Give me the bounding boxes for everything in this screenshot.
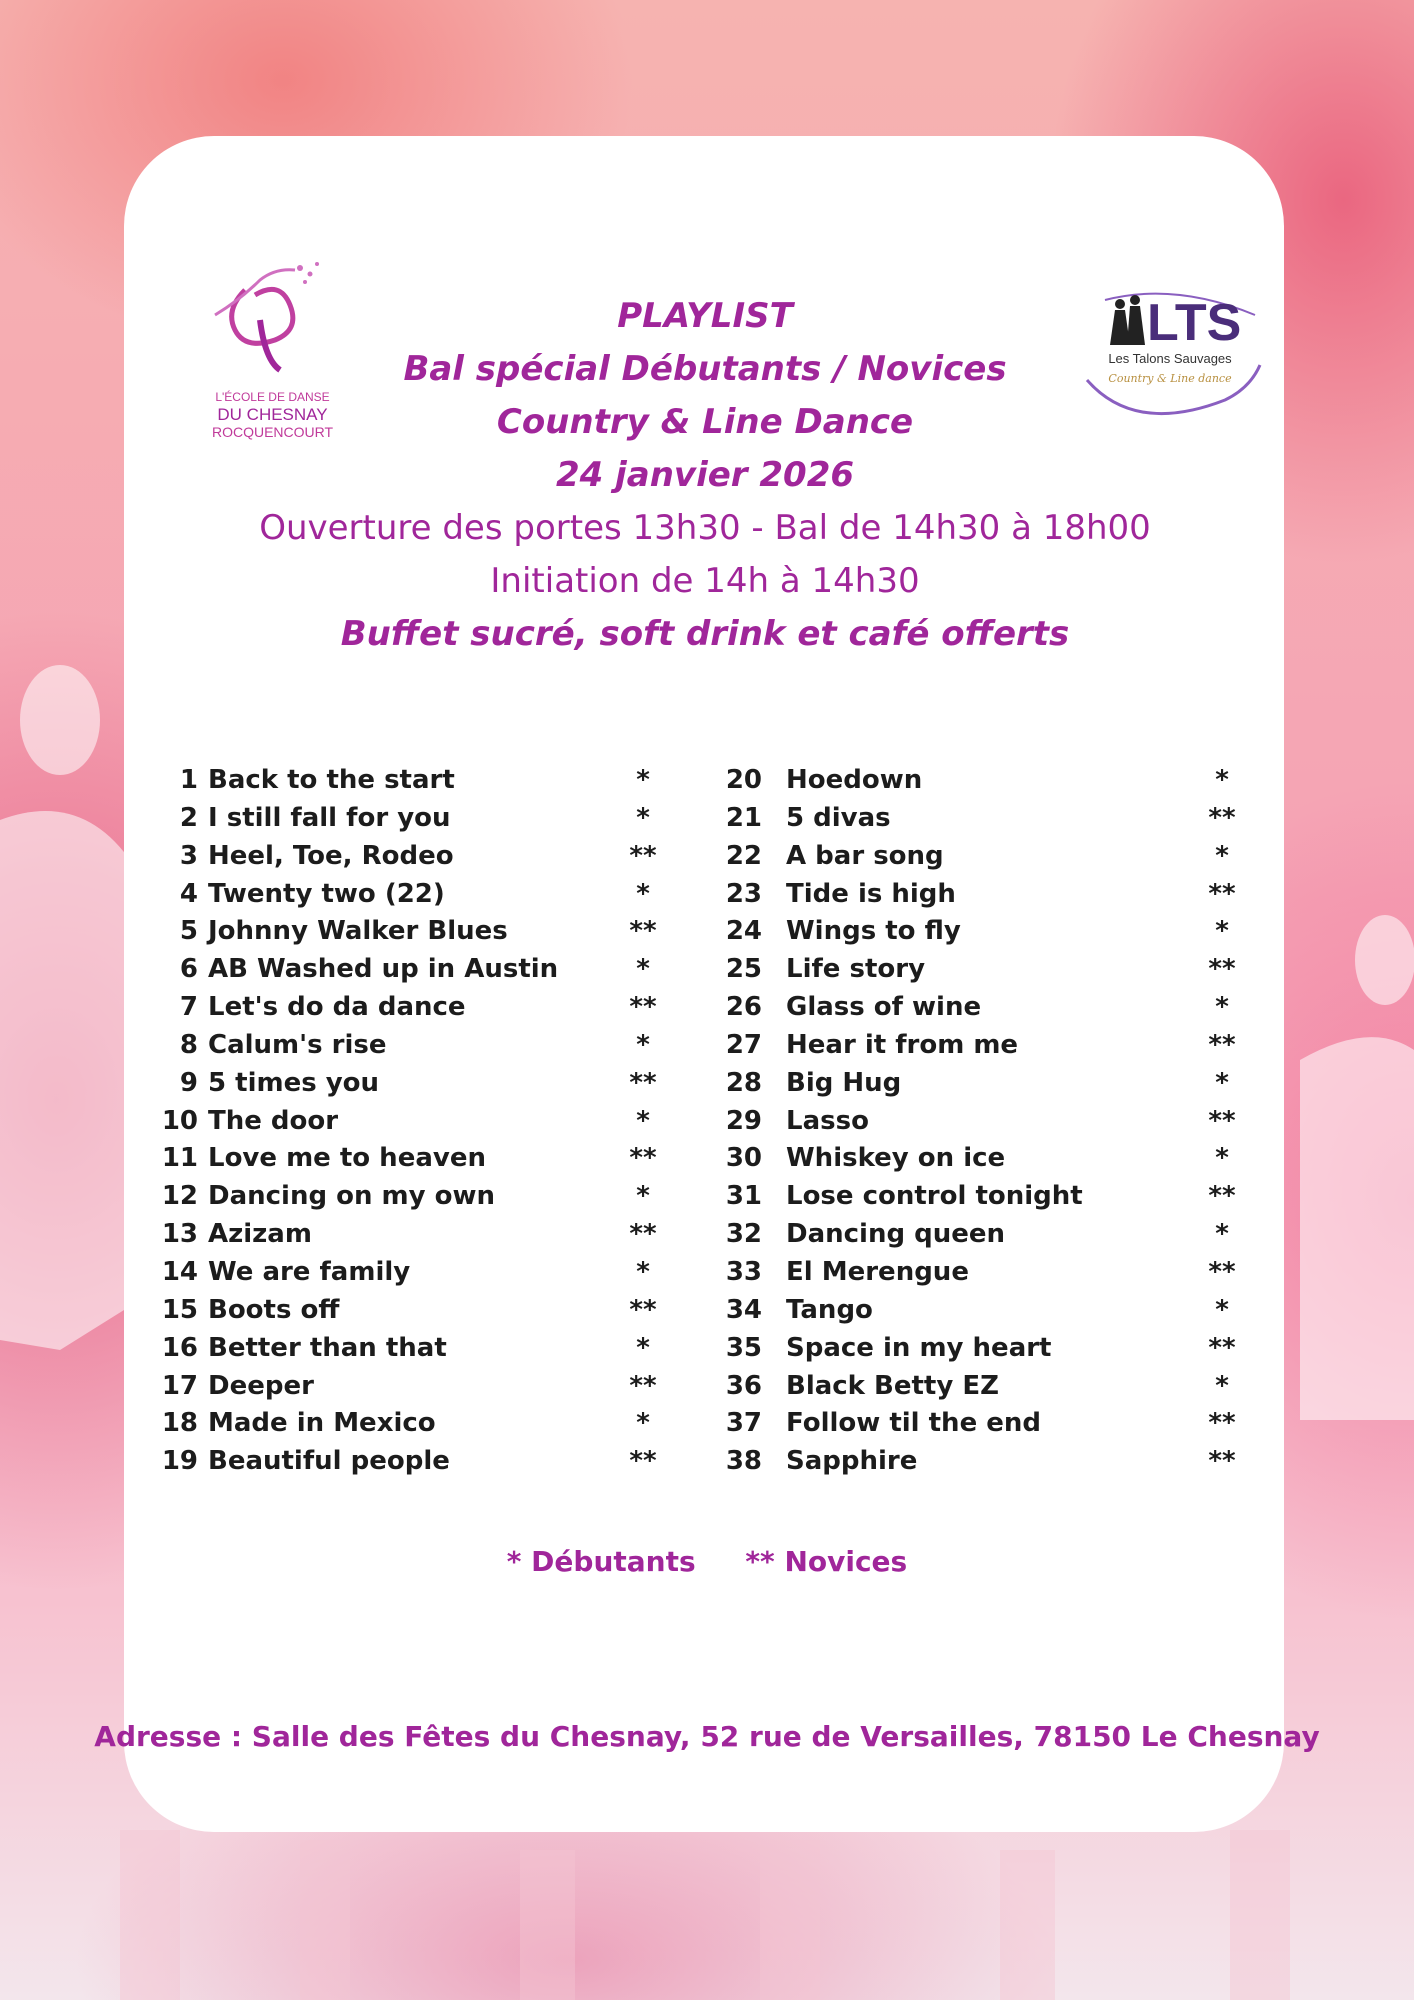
track-level: * — [636, 878, 650, 909]
track-title: Let's do da dance — [208, 992, 466, 1023]
track-title: Tide is high — [786, 878, 956, 909]
track-number: 22 — [725, 840, 762, 871]
track-level: * — [636, 1332, 650, 1363]
playlist-row — [160, 1368, 670, 1406]
track-level: ** — [629, 1370, 657, 1401]
track-title: Tango — [786, 1294, 873, 1325]
track-level: * — [1215, 1143, 1229, 1174]
lts-name: Les Talons Sauvages — [1108, 351, 1232, 366]
playlist-row — [160, 1140, 670, 1178]
playlist-row — [720, 1027, 1240, 1065]
track-level: ** — [1208, 1181, 1236, 1212]
track-number: 15 — [161, 1294, 198, 1325]
track-number: 31 — [725, 1181, 762, 1212]
track-title: Whiskey on ice — [786, 1143, 1006, 1174]
playlist-row — [160, 1065, 670, 1103]
track-number: 8 — [179, 1029, 198, 1060]
track-level: ** — [1208, 1332, 1236, 1363]
track-level: * — [1215, 1370, 1229, 1401]
playlist-row — [160, 1443, 670, 1481]
track-number: 6 — [179, 954, 198, 985]
track-level: ** — [1208, 1446, 1236, 1477]
playlist-row — [160, 1216, 670, 1254]
playlist-row — [720, 1368, 1240, 1406]
track-level: * — [636, 1105, 650, 1136]
playlist-row — [720, 951, 1240, 989]
playlist-row — [160, 876, 670, 914]
playlist-row — [720, 1330, 1240, 1368]
playlist-row — [160, 1027, 670, 1065]
playlist-title: PLAYLIST — [617, 296, 793, 336]
track-title: The door — [208, 1105, 339, 1136]
playlist-column-right — [720, 762, 1240, 1481]
track-number: 9 — [179, 1067, 198, 1098]
track-level: * — [636, 1181, 650, 1212]
legend-novices: ** Novices — [745, 1545, 908, 1578]
track-title: Twenty two (22) — [208, 878, 445, 909]
event-header — [200, 290, 1210, 661]
track-number: 10 — [161, 1105, 198, 1136]
track-title: A bar song — [786, 840, 944, 871]
playlist-row — [720, 913, 1240, 951]
track-number: 1 — [179, 765, 198, 795]
track-number: 7 — [179, 992, 198, 1023]
track-title: 5 times you — [208, 1067, 380, 1098]
playlist-row — [160, 838, 670, 876]
track-number: 29 — [725, 1105, 762, 1136]
track-title: Dancing queen — [786, 1219, 1006, 1250]
track-number: 30 — [725, 1143, 762, 1174]
track-title: We are family — [208, 1256, 411, 1287]
event-style: Country & Line Dance — [496, 402, 914, 442]
track-title: Calum's rise — [208, 1029, 387, 1060]
playlist-row — [160, 1254, 670, 1292]
track-level: * — [636, 1256, 650, 1287]
playlist-column-left — [160, 762, 670, 1481]
track-level: * — [636, 954, 650, 985]
track-number: 34 — [725, 1294, 762, 1325]
track-level: ** — [629, 1446, 657, 1477]
track-level: ** — [1208, 1029, 1236, 1060]
track-level: * — [1215, 840, 1229, 871]
track-number: 16 — [161, 1332, 198, 1363]
track-number: 13 — [161, 1219, 198, 1250]
track-number: 35 — [725, 1332, 762, 1363]
track-level: ** — [629, 840, 657, 871]
track-number: 27 — [725, 1029, 762, 1060]
track-title: Wings to fly — [786, 916, 961, 947]
playlist-row — [720, 876, 1240, 914]
track-title: Beautiful people — [208, 1446, 450, 1477]
playlist-row — [160, 1292, 670, 1330]
playlist-row — [720, 762, 1240, 800]
track-title: Follow til the end — [786, 1408, 1042, 1439]
track-level: * — [1215, 1294, 1229, 1325]
track-level: ** — [1208, 878, 1236, 909]
playlist-row — [160, 1330, 670, 1368]
track-title: AB Washed up in Austin — [208, 954, 559, 985]
playlist-row — [720, 838, 1240, 876]
track-number: 5 — [179, 916, 198, 947]
playlist-row — [720, 1178, 1240, 1216]
track-number: 12 — [161, 1181, 198, 1212]
track-number: 37 — [725, 1408, 762, 1439]
playlist-row — [720, 1292, 1240, 1330]
track-number: 4 — [179, 878, 198, 909]
track-title: Deeper — [208, 1370, 314, 1401]
track-title: Life story — [786, 954, 926, 985]
track-title: Dancing on my own — [208, 1181, 496, 1212]
track-number: 26 — [725, 992, 762, 1023]
track-title: Sapphire — [786, 1446, 918, 1477]
playlist-row — [160, 1405, 670, 1443]
track-level: * — [1215, 1219, 1229, 1250]
track-number: 11 — [161, 1143, 198, 1174]
track-level: ** — [629, 1219, 657, 1250]
playlist-row — [720, 1065, 1240, 1103]
playlist-row — [160, 1103, 670, 1141]
playlist-row — [160, 1178, 670, 1216]
playlist-row — [720, 1140, 1240, 1178]
track-level: ** — [1208, 1408, 1236, 1439]
track-number: 14 — [161, 1256, 198, 1287]
playlist-row — [160, 989, 670, 1027]
track-level: ** — [1208, 802, 1236, 833]
track-number: 25 — [725, 954, 762, 985]
track-title: El Merengue — [786, 1256, 969, 1287]
track-title: Made in Mexico — [208, 1408, 436, 1439]
logo-left-line2: DU CHESNAY — [217, 405, 328, 424]
track-title: Black Betty EZ — [786, 1370, 999, 1401]
track-title: Lasso — [786, 1105, 869, 1136]
track-level: ** — [1208, 954, 1236, 985]
track-title: Love me to heaven — [208, 1143, 486, 1174]
lts-tagline: Country & Line dance — [1108, 372, 1232, 385]
event-initiation: Initiation de 14h à 14h30 — [490, 561, 920, 601]
track-level: * — [636, 1408, 650, 1439]
track-title: Azizam — [208, 1219, 312, 1250]
track-number: 36 — [725, 1370, 762, 1401]
track-number: 21 — [725, 802, 762, 833]
track-level: * — [1215, 765, 1229, 795]
track-number: 32 — [725, 1219, 762, 1250]
track-title: Better than that — [208, 1332, 447, 1363]
playlist-row — [160, 762, 670, 800]
logo-left-line1: L'ÉCOLE DE DANSE — [215, 390, 330, 404]
track-number: 2 — [179, 802, 198, 833]
track-title: I still fall for you — [208, 802, 451, 833]
track-number: 17 — [161, 1370, 198, 1401]
track-title: Glass of wine — [786, 992, 982, 1023]
track-title: Big Hug — [786, 1067, 902, 1098]
level-legend — [0, 1545, 1414, 1578]
track-level: ** — [629, 916, 657, 947]
playlist-row — [160, 951, 670, 989]
playlist-row — [720, 1216, 1240, 1254]
track-level: * — [636, 802, 650, 833]
track-title: Johnny Walker Blues — [208, 916, 508, 947]
track-number: 24 — [725, 916, 762, 947]
event-date: 24 janvier 2026 — [555, 455, 855, 495]
playlist-row — [720, 1443, 1240, 1481]
track-number: 20 — [725, 765, 762, 795]
track-title: Heel, Toe, Rodeo — [208, 840, 454, 871]
event-hours: Ouverture des portes 13h30 - Bal de 14h30 à 18h00 — [259, 508, 1151, 548]
track-level: ** — [1208, 1105, 1236, 1136]
track-level: ** — [629, 992, 657, 1023]
track-level: ** — [629, 1143, 657, 1174]
track-number: 38 — [725, 1446, 762, 1477]
track-title: Space in my heart — [786, 1332, 1052, 1363]
playlist-row — [160, 800, 670, 838]
track-number: 3 — [179, 840, 198, 871]
track-title: Back to the start — [208, 765, 455, 795]
track-level: ** — [629, 1067, 657, 1098]
event-subtitle: Bal spécial Débutants / Novices — [403, 349, 1007, 389]
track-number: 19 — [161, 1446, 198, 1477]
playlist-row — [160, 913, 670, 951]
playlist-row — [720, 800, 1240, 838]
track-title: 5 divas — [786, 802, 891, 833]
track-title: Lose control tonight — [786, 1181, 1083, 1212]
venue-address: Adresse : Salle des Fêtes du Chesnay, 52 rue de Versailles, 78150 Le Chesnay — [94, 1720, 1320, 1753]
track-level: * — [1215, 992, 1229, 1023]
playlist-row — [720, 989, 1240, 1027]
logo-left-line3: ROCQUENCOURT — [211, 424, 334, 440]
track-level: * — [1215, 1067, 1229, 1098]
track-level: * — [636, 765, 650, 795]
track-number: 23 — [725, 878, 762, 909]
legend-beginners: * Débutants — [506, 1545, 696, 1578]
track-number: 28 — [725, 1067, 762, 1098]
track-number: 33 — [725, 1256, 762, 1287]
track-number: 18 — [161, 1408, 198, 1439]
playlist-row — [720, 1405, 1240, 1443]
track-level: * — [636, 1029, 650, 1060]
track-level: ** — [629, 1294, 657, 1325]
track-level: * — [1215, 916, 1229, 947]
track-title: Boots off — [208, 1294, 340, 1325]
lts-mark: LTS — [1147, 294, 1242, 352]
track-level: ** — [1208, 1256, 1236, 1287]
playlist-row — [720, 1254, 1240, 1292]
playlist-row — [720, 1103, 1240, 1141]
event-buffet: Buffet sucré, soft drink et café offerts — [340, 614, 1070, 654]
track-title: Hoedown — [786, 765, 923, 795]
track-title: Hear it from me — [786, 1029, 1019, 1060]
